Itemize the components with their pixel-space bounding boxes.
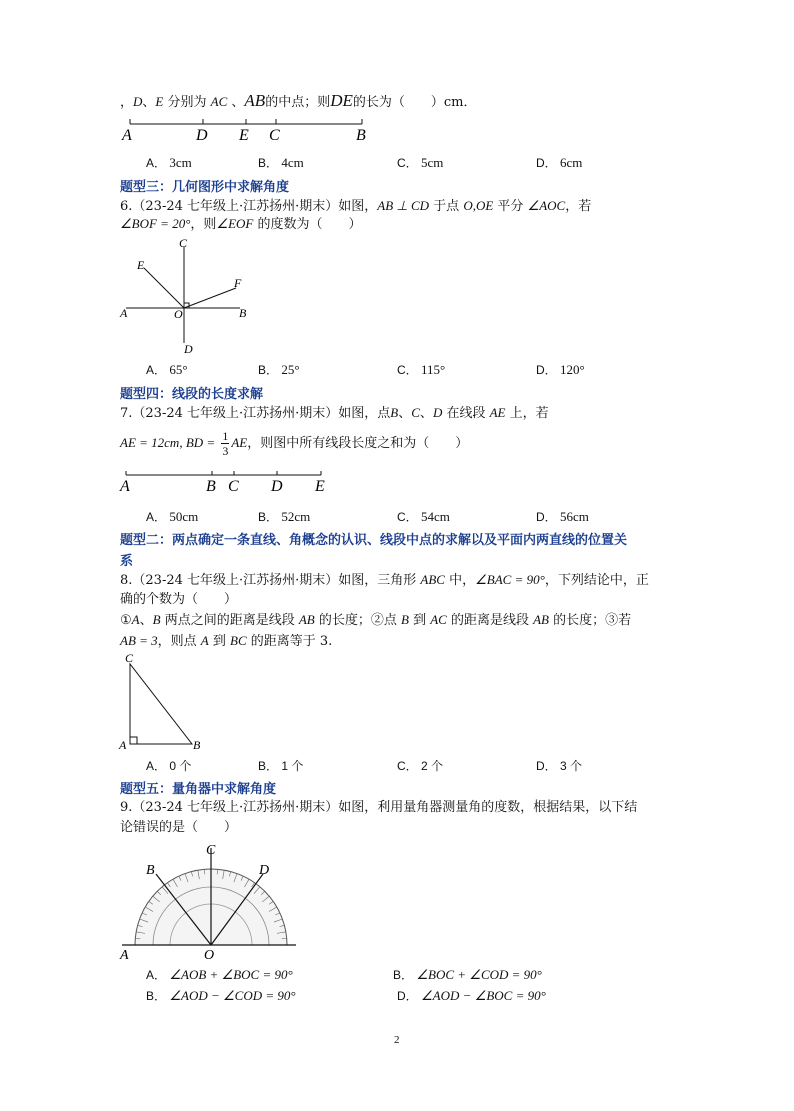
q9-option-a[interactable]: A． ∠AOB + ∠BOC = 90°: [146, 967, 293, 982]
q8-stem-line3: ①A、B 两点之间的距离是线段 AB 的长度；②点 B 到 AC 的距离是线段 AB 的长度；③若: [120, 612, 632, 628]
q8-label-c: C: [125, 651, 134, 665]
heading-type2-line2: 系: [120, 554, 134, 569]
q5-segment-figure: [120, 118, 380, 148]
q5-option-d[interactable]: D． 6cm: [536, 155, 583, 170]
q9-label-d: D: [259, 863, 270, 878]
heading-type3: 题型三：几何图形中求解角度: [120, 180, 290, 195]
q7-fraction: $\frac{1}{3}$: [222, 429, 229, 458]
q9-label-o: O: [204, 948, 215, 963]
q7-option-a[interactable]: A． 50cm: [146, 509, 199, 524]
q6-option-b[interactable]: B． 25°: [258, 362, 300, 377]
q7-option-d[interactable]: D． 56cm: [536, 509, 589, 524]
q7-option-b[interactable]: B． 52cm: [258, 509, 311, 524]
q8-triangle-figure: [118, 650, 218, 750]
q7-label-a: A: [120, 478, 130, 495]
q6-label-b: B: [239, 306, 247, 320]
q5-label-b: B: [356, 127, 366, 144]
q7-stem-line1: 7.（23-24 七年级上·江苏扬州·期末）如图，点B、C、D 在线段 AE 上，若: [120, 405, 549, 421]
q6-label-f: F: [234, 276, 242, 290]
q8-stem-line4: AB = 3，则点 A 到 BC 的距离等于 3.: [120, 633, 333, 649]
q8-stem-line1: 8.（23-24 七年级上·江苏扬州·期末）如图，三角形 ABC 中，∠BAC = 90°，下列结论中，正: [120, 572, 649, 588]
q6-option-d[interactable]: D． 120°: [536, 362, 585, 377]
q8-option-b[interactable]: B． 1 个: [258, 759, 304, 773]
q6-label-e: E: [137, 258, 145, 272]
q6-option-c[interactable]: C． 115°: [397, 362, 446, 377]
q5-label-d: D: [196, 127, 208, 144]
heading-type5: 题型五：量角器中求解角度: [120, 782, 277, 797]
q7-segment-figure: [120, 470, 350, 500]
q9-option-b[interactable]: B． ∠BOC + ∠COD = 90°: [393, 967, 542, 982]
q5-label-a: A: [122, 127, 132, 144]
q6-stem-line1: 6.（23-24 七年级上·江苏扬州·期末）如图，AB ⊥ CD 于点 O,OE 平分 ∠AOC，若: [120, 198, 592, 214]
q5-option-c[interactable]: C． 5cm: [397, 155, 444, 170]
q6-label-d: D: [184, 342, 193, 356]
q9-label-a: A: [120, 948, 129, 963]
q6-stem-line2: ∠BOF = 20°，则∠EOF 的度数为（ ）: [120, 216, 362, 232]
heading-type2-line1: 题型二：两点确定一条直线、角概念的认识、线段中点的求解以及平面内两直线的位置关: [120, 533, 628, 548]
q7-label-b: B: [206, 478, 216, 495]
q7-option-c[interactable]: C． 54cm: [397, 509, 450, 524]
q7-stem-line2: AE = 12cm, BD = $\frac{1}{3}$ AE，则图中所有线段长度之和为（ ）: [120, 429, 469, 458]
q9-stem-line2: 论错误的是（ ）: [120, 820, 238, 835]
q6-label-a: A: [120, 306, 128, 320]
q8-option-d[interactable]: D． 3 个: [536, 759, 583, 773]
q8-label-b: B: [193, 738, 201, 752]
q5-option-a[interactable]: A． 3cm: [146, 155, 192, 170]
q5-label-e: E: [239, 127, 249, 144]
q9-label-c: C: [206, 843, 216, 858]
q9-option-d[interactable]: D． ∠AOD − ∠BOC = 90°: [397, 988, 546, 1003]
page-number: 2: [394, 1034, 400, 1046]
q6-option-a[interactable]: A． 65°: [146, 362, 188, 377]
q6-label-c: C: [179, 236, 188, 250]
q6-label-o: O: [174, 307, 183, 321]
q8-stem-line2: 确的个数为（ ）: [120, 592, 238, 607]
q7-label-c: C: [228, 478, 239, 495]
q8-option-c[interactable]: C． 2 个: [397, 759, 444, 773]
q9-option-c[interactable]: B． ∠AOD − ∠COD = 90°: [146, 988, 296, 1003]
q9-stem-line1: 9.（23-24 七年级上·江苏扬州·期末）如图，利用量角器测量角的度数，根据结果，以下结: [120, 800, 638, 815]
q5-stem: ，D、E 分别为 AC 、AB的中点；则DE的长为（ ）cm．: [120, 91, 477, 110]
q9-protractor-figure: [118, 838, 308, 963]
heading-type4: 题型四：线段的长度求解: [120, 387, 264, 402]
q6-angle-figure: [118, 235, 268, 360]
q8-option-a[interactable]: A． 0 个: [146, 759, 192, 773]
q5-option-b[interactable]: B． 4cm: [258, 155, 304, 170]
q7-label-d: D: [271, 478, 283, 495]
q5-label-c: C: [269, 127, 280, 144]
q9-label-b: B: [146, 863, 155, 878]
q7-label-e: E: [315, 478, 325, 495]
q8-label-a: A: [119, 738, 127, 752]
